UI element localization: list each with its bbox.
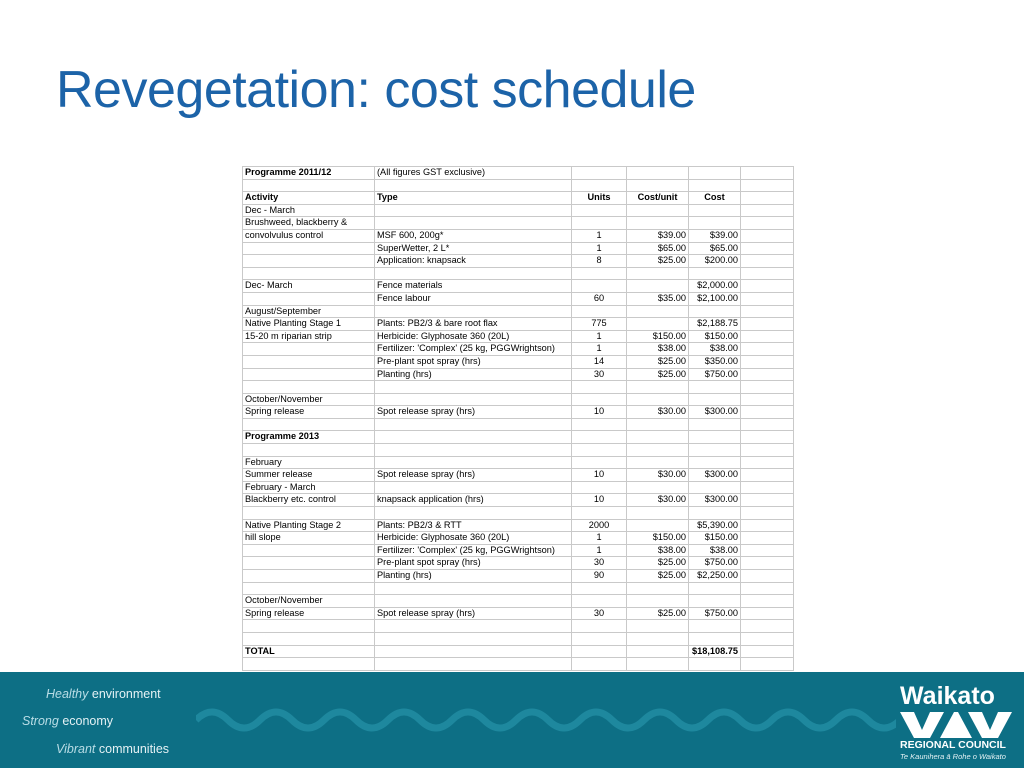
table-cell: 90: [572, 570, 627, 583]
table-cell: $38.00: [627, 544, 689, 557]
table-row: [243, 544, 794, 557]
table-row: [243, 255, 794, 268]
table-cell: $65.00: [689, 242, 741, 255]
table-cell: [627, 595, 689, 608]
table-cell: Fence labour: [375, 292, 572, 305]
table-row: [243, 167, 794, 180]
table-cell: [689, 381, 741, 394]
table-cell: [375, 632, 572, 645]
table-cell: 1: [572, 330, 627, 343]
table-cell: [243, 355, 375, 368]
table-cell: $30.00: [627, 406, 689, 419]
table-row: [243, 645, 794, 658]
table-cell: TOTAL: [243, 645, 375, 658]
table-cell: [627, 582, 689, 595]
table-cell: [741, 406, 794, 419]
table-cell: [572, 418, 627, 431]
table-cell: [243, 570, 375, 583]
table-cell: [243, 242, 375, 255]
table-row: [243, 393, 794, 406]
table-row: [243, 632, 794, 645]
table-cell: Brushweed, blackberry &: [243, 217, 375, 230]
table-cell: $150.00: [627, 330, 689, 343]
table-cell: $18,108.75: [689, 645, 741, 658]
table-cell: Cost: [689, 192, 741, 205]
table-cell: $35.00: [627, 292, 689, 305]
table-cell: Summer release: [243, 469, 375, 482]
table-cell: $38.00: [689, 544, 741, 557]
table-cell: October/November: [243, 595, 375, 608]
table-cell: [375, 595, 572, 608]
table-cell: $300.00: [689, 469, 741, 482]
table-cell: [689, 217, 741, 230]
table-cell: [627, 318, 689, 331]
table-cell: Herbicide: Glyphosate 360 (20L): [375, 330, 572, 343]
table-cell: 10: [572, 469, 627, 482]
table-cell: [689, 305, 741, 318]
table-cell: Spring release: [243, 607, 375, 620]
tagline-vibrant: Vibrant communities: [56, 742, 170, 756]
table-cell: [572, 444, 627, 457]
cost-schedule-table: [242, 166, 794, 671]
table-cell: 1: [572, 544, 627, 557]
table-row: [243, 658, 794, 671]
table-cell: [243, 658, 375, 671]
table-cell: [741, 532, 794, 545]
table-cell: [741, 620, 794, 633]
tagline-healthy: Healthy environment: [46, 687, 161, 701]
table-cell: [627, 393, 689, 406]
table-cell: 8: [572, 255, 627, 268]
table-cell: [627, 381, 689, 394]
table-cell: [689, 167, 741, 180]
table-row: [243, 607, 794, 620]
table-cell: [572, 204, 627, 217]
table-cell: [627, 204, 689, 217]
table-row: [243, 557, 794, 570]
table-cell: Dec - March: [243, 204, 375, 217]
table-cell: [627, 305, 689, 318]
table-cell: [375, 393, 572, 406]
table-cell: $25.00: [627, 255, 689, 268]
table-cell: [741, 217, 794, 230]
table-cell: [741, 242, 794, 255]
table-row: [243, 242, 794, 255]
table-cell: [572, 267, 627, 280]
table-cell: [572, 456, 627, 469]
table-cell: [741, 229, 794, 242]
table-cell: $30.00: [627, 469, 689, 482]
table-cell: [627, 280, 689, 293]
table-cell: [375, 444, 572, 457]
table-cell: MSF 600, 200g*: [375, 229, 572, 242]
table-cell: [243, 381, 375, 394]
table-row: [243, 318, 794, 331]
table-row: [243, 507, 794, 520]
table-cell: $300.00: [689, 494, 741, 507]
table-cell: Native Planting Stage 2: [243, 519, 375, 532]
table-cell: [375, 204, 572, 217]
table-cell: [689, 267, 741, 280]
table-cell: Application: knapsack: [375, 255, 572, 268]
table-cell: [243, 255, 375, 268]
table-cell: [375, 658, 572, 671]
table-cell: [572, 217, 627, 230]
table-cell: $38.00: [627, 343, 689, 356]
table-cell: [741, 292, 794, 305]
table-cell: [689, 179, 741, 192]
wave-pattern-icon: [196, 700, 896, 740]
table-row: [243, 570, 794, 583]
table-cell: [375, 645, 572, 658]
table-cell: [572, 280, 627, 293]
table-cell: [627, 620, 689, 633]
table-cell: Pre-plant spot spray (hrs): [375, 557, 572, 570]
table-cell: Spring release: [243, 406, 375, 419]
table-row: [243, 229, 794, 242]
table-cell: [741, 632, 794, 645]
table-cell: Planting (hrs): [375, 368, 572, 381]
table-cell: 30: [572, 607, 627, 620]
table-cell: 30: [572, 557, 627, 570]
table-cell: [741, 167, 794, 180]
table-cell: Dec- March: [243, 280, 375, 293]
table-cell: [741, 393, 794, 406]
table-cell: [741, 431, 794, 444]
table-cell: 15-20 m riparian strip: [243, 330, 375, 343]
slide-title: Revegetation: cost schedule: [56, 61, 696, 119]
table-cell: $25.00: [627, 607, 689, 620]
table-cell: [627, 632, 689, 645]
tagline-strong: Strong economy: [22, 714, 114, 728]
table-cell: [689, 204, 741, 217]
table-cell: [243, 544, 375, 557]
table-cell: $750.00: [689, 368, 741, 381]
table-cell: October/November: [243, 393, 375, 406]
table-cell: [741, 280, 794, 293]
table-cell: Activity: [243, 192, 375, 205]
table-cell: February - March: [243, 481, 375, 494]
table-cell: [243, 179, 375, 192]
table-cell: $150.00: [627, 532, 689, 545]
logo-wordmark: Waikato: [900, 682, 995, 710]
table-cell: $300.00: [689, 406, 741, 419]
table-cell: [741, 607, 794, 620]
table-cell: [741, 179, 794, 192]
table-row: [243, 469, 794, 482]
table-cell: [243, 620, 375, 633]
table-cell: Native Planting Stage 1: [243, 318, 375, 331]
footer-band: [0, 672, 1024, 768]
table-cell: [627, 507, 689, 520]
table-cell: [375, 381, 572, 394]
table-cell: [572, 658, 627, 671]
table-cell: 14: [572, 355, 627, 368]
table-cell: [243, 267, 375, 280]
table-cell: 1: [572, 532, 627, 545]
table-cell: [741, 544, 794, 557]
table-row: [243, 204, 794, 217]
table-cell: [627, 179, 689, 192]
table-cell: SuperWetter, 2 L*: [375, 242, 572, 255]
table-cell: [375, 582, 572, 595]
table-cell: [741, 658, 794, 671]
table-cell: [243, 343, 375, 356]
table-cell: [689, 456, 741, 469]
table-cell: [627, 444, 689, 457]
table-cell: $25.00: [627, 570, 689, 583]
table-cell: $25.00: [627, 557, 689, 570]
table-cell: [689, 658, 741, 671]
table-cell: $38.00: [689, 343, 741, 356]
table-cell: hill slope: [243, 532, 375, 545]
table-cell: $2,250.00: [689, 570, 741, 583]
table-cell: 775: [572, 318, 627, 331]
table-cell: [689, 507, 741, 520]
table-cell: $5,390.00: [689, 519, 741, 532]
table-row: [243, 519, 794, 532]
table-cell: $30.00: [627, 494, 689, 507]
table-row: [243, 217, 794, 230]
table-cell: 30: [572, 368, 627, 381]
table-cell: Spot release spray (hrs): [375, 607, 572, 620]
table-cell: [689, 620, 741, 633]
table-cell: $150.00: [689, 330, 741, 343]
table-cell: [572, 632, 627, 645]
table-cell: $39.00: [627, 229, 689, 242]
table-cell: [572, 393, 627, 406]
table-cell: 1: [572, 242, 627, 255]
table-cell: $2,100.00: [689, 292, 741, 305]
table-cell: Units: [572, 192, 627, 205]
logo-wave-mark-icon: [900, 712, 1012, 738]
table-cell: [689, 595, 741, 608]
table-cell: [572, 179, 627, 192]
table-cell: [375, 456, 572, 469]
logo-subtitle: REGIONAL COUNCIL: [900, 739, 1006, 751]
table-cell: February: [243, 456, 375, 469]
table-cell: $150.00: [689, 532, 741, 545]
table-row: [243, 481, 794, 494]
table-cell: [689, 444, 741, 457]
table-cell: [741, 255, 794, 268]
table-cell: [741, 267, 794, 280]
table-cell: [741, 557, 794, 570]
table-row: [243, 431, 794, 444]
table-cell: 60: [572, 292, 627, 305]
table-cell: [243, 444, 375, 457]
table-cell: Fertilizer: 'Complex' (25 kg, PGGWrightson): [375, 544, 572, 557]
table-cell: Type: [375, 192, 572, 205]
table-cell: Cost/unit: [627, 192, 689, 205]
table-cell: [243, 557, 375, 570]
table-cell: [741, 582, 794, 595]
table-cell: [572, 167, 627, 180]
table-cell: Programme 2013: [243, 431, 375, 444]
table-cell: [375, 431, 572, 444]
table-cell: [375, 507, 572, 520]
table-cell: Fence materials: [375, 280, 572, 293]
table-cell: [741, 645, 794, 658]
table-cell: [572, 431, 627, 444]
table-cell: [689, 582, 741, 595]
table-row: [243, 355, 794, 368]
table-cell: [741, 368, 794, 381]
table-row: [243, 620, 794, 633]
table-cell: [741, 418, 794, 431]
logo-motto: Te Kaunihera ā Rohe o Waikato: [900, 752, 1006, 761]
table-cell: [572, 645, 627, 658]
table-cell: [627, 645, 689, 658]
table-cell: [627, 519, 689, 532]
table-cell: [375, 267, 572, 280]
table-cell: $2,000.00: [689, 280, 741, 293]
table-cell: $39.00: [689, 229, 741, 242]
table-cell: Blackberry etc. control: [243, 494, 375, 507]
table-cell: Plants: PB2/3 & RTT: [375, 519, 572, 532]
table-cell: [741, 519, 794, 532]
table-cell: [741, 595, 794, 608]
table-cell: [689, 481, 741, 494]
table-cell: [689, 418, 741, 431]
table-row: [243, 494, 794, 507]
table-row: [243, 267, 794, 280]
table-row: [243, 381, 794, 394]
table-row: [243, 343, 794, 356]
table-cell: $25.00: [627, 368, 689, 381]
table-cell: [243, 368, 375, 381]
table-cell: [741, 192, 794, 205]
table-cell: Spot release spray (hrs): [375, 469, 572, 482]
table-cell: Herbicide: Glyphosate 360 (20L): [375, 532, 572, 545]
table-cell: knapsack application (hrs): [375, 494, 572, 507]
table-cell: Programme 2011/12: [243, 167, 375, 180]
table-cell: [627, 658, 689, 671]
table-row: [243, 406, 794, 419]
table-cell: [689, 632, 741, 645]
table-cell: [627, 418, 689, 431]
table-cell: [375, 481, 572, 494]
table-cell: August/September: [243, 305, 375, 318]
table-cell: [741, 330, 794, 343]
table-cell: [572, 305, 627, 318]
table-cell: [741, 343, 794, 356]
table-cell: $350.00: [689, 355, 741, 368]
table-cell: Plants: PB2/3 & bare root flax: [375, 318, 572, 331]
table-row: [243, 418, 794, 431]
table-cell: [689, 393, 741, 406]
table-cell: [627, 431, 689, 444]
table-cell: [741, 456, 794, 469]
table-cell: [375, 217, 572, 230]
table-cell: [243, 582, 375, 595]
table-row: [243, 444, 794, 457]
table-cell: $200.00: [689, 255, 741, 268]
table-cell: Spot release spray (hrs): [375, 406, 572, 419]
table-row: [243, 305, 794, 318]
table-cell: (All figures GST exclusive): [375, 167, 572, 180]
table-cell: $65.00: [627, 242, 689, 255]
table-cell: 10: [572, 494, 627, 507]
table-cell: [741, 570, 794, 583]
table-row: [243, 595, 794, 608]
table-row: [243, 192, 794, 205]
table-cell: [572, 595, 627, 608]
table-cell: [741, 507, 794, 520]
table-cell: [375, 305, 572, 318]
table-cell: [572, 481, 627, 494]
table-cell: [741, 355, 794, 368]
table-cell: [572, 620, 627, 633]
table-cell: Planting (hrs): [375, 570, 572, 583]
table-cell: [689, 431, 741, 444]
table-cell: 1: [572, 343, 627, 356]
table-cell: [627, 217, 689, 230]
table-cell: $2,188.75: [689, 318, 741, 331]
table-cell: [243, 418, 375, 431]
table-cell: Pre-plant spot spray (hrs): [375, 355, 572, 368]
table-cell: [627, 481, 689, 494]
table-cell: 2000: [572, 519, 627, 532]
table-row: [243, 582, 794, 595]
table-row: [243, 280, 794, 293]
table-cell: [627, 456, 689, 469]
table-cell: [375, 620, 572, 633]
table-cell: [243, 292, 375, 305]
waikato-logo: [898, 682, 1016, 762]
table-row: [243, 368, 794, 381]
table-cell: [627, 267, 689, 280]
table-cell: $750.00: [689, 607, 741, 620]
table-cell: [741, 381, 794, 394]
table-row: [243, 292, 794, 305]
table-cell: [741, 305, 794, 318]
table-cell: [741, 204, 794, 217]
table-cell: $750.00: [689, 557, 741, 570]
table-cell: [243, 507, 375, 520]
table-cell: convolvulus control: [243, 229, 375, 242]
table-row: [243, 179, 794, 192]
table-cell: [741, 481, 794, 494]
table-cell: [741, 318, 794, 331]
table-row: [243, 456, 794, 469]
table-cell: [375, 179, 572, 192]
table-cell: [741, 494, 794, 507]
table-row: [243, 330, 794, 343]
table-cell: [375, 418, 572, 431]
table-cell: Fertilizer: 'Complex' (25 kg, PGGWrightson): [375, 343, 572, 356]
table-cell: [572, 507, 627, 520]
table-cell: [243, 632, 375, 645]
table-cell: 10: [572, 406, 627, 419]
table-cell: 1: [572, 229, 627, 242]
table-cell: $25.00: [627, 355, 689, 368]
table-row: [243, 532, 794, 545]
table-cell: [627, 167, 689, 180]
table-cell: [572, 381, 627, 394]
table-cell: [572, 582, 627, 595]
table-cell: [741, 444, 794, 457]
table-cell: [741, 469, 794, 482]
